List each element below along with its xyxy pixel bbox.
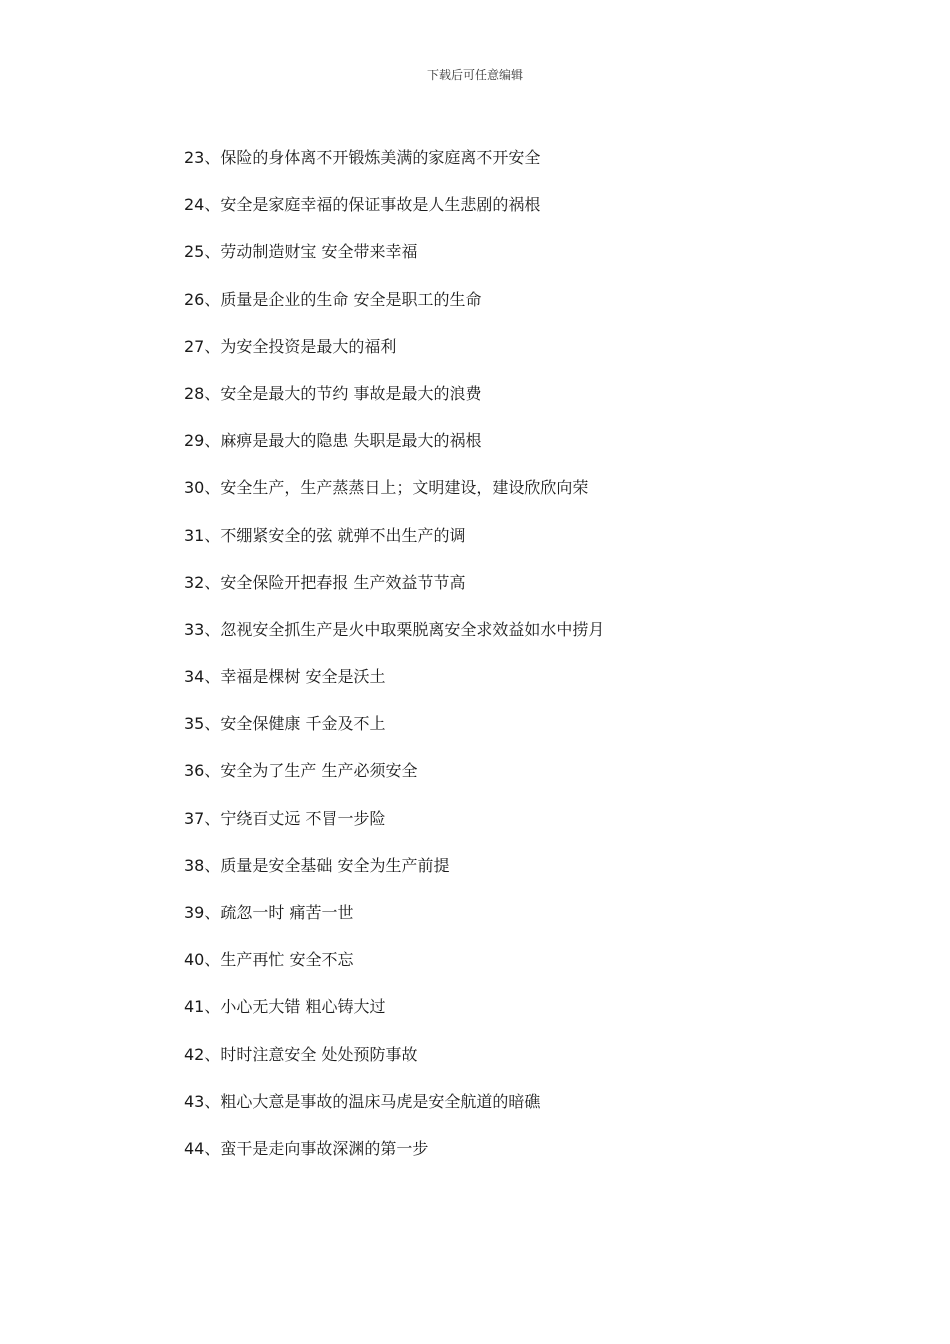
item-number: 41 [184,997,205,1017]
list-item [184,571,604,618]
item-separator: 、 [204,195,221,215]
list-item [184,712,604,759]
item-number: 36 [184,761,205,781]
slogan-list [184,146,604,1184]
item-separator: 、 [204,997,221,1017]
item-text: 质量是安全基础 安全为生产前提 [220,855,450,875]
list-item [184,807,604,854]
item-separator: 、 [204,289,221,309]
list-item [184,240,604,287]
item-separator: 、 [204,478,221,498]
list-item [184,1137,604,1184]
item-text: 时时注意安全 处处预防事故 [220,1044,418,1064]
item-text: 劳动制造财宝 安全带来幸福 [220,242,418,262]
item-separator: 、 [204,855,221,875]
item-number: 42 [184,1044,205,1064]
item-text: 安全保险开把春报 生产效益节节高 [220,572,466,592]
list-item [184,948,604,995]
item-separator: 、 [204,808,221,828]
item-number: 30 [184,478,205,498]
item-number: 24 [184,195,205,215]
list-item [184,429,604,476]
item-number: 29 [184,431,205,451]
item-separator: 、 [204,383,221,403]
item-text: 安全为了生产 生产必须安全 [220,761,418,781]
item-number: 26 [184,289,205,309]
item-number: 25 [184,242,205,262]
item-number: 28 [184,383,205,403]
list-item [184,665,604,712]
item-number: 31 [184,525,205,545]
list-item [184,288,604,335]
list-item [184,476,604,523]
list-item [184,901,604,948]
item-text: 生产再忙 安全不忘 [220,950,354,970]
item-separator: 、 [204,714,221,734]
item-separator: 、 [204,1138,221,1158]
list-item [184,146,604,193]
item-separator: 、 [204,761,221,781]
item-number: 44 [184,1138,205,1158]
item-text: 安全是家庭幸福的保证事故是人生悲剧的祸根 [220,195,541,215]
item-number: 34 [184,667,205,687]
item-separator: 、 [204,619,221,639]
item-number: 39 [184,903,205,922]
item-text: 安全保健康 千金及不上 [220,714,386,734]
item-separator: 、 [204,1091,221,1111]
list-item [184,193,604,240]
item-separator: 、 [204,1044,221,1064]
list-item [184,524,604,571]
list-item [184,995,604,1042]
item-number: 32 [184,572,205,592]
item-text: 忽视安全抓生产是火中取栗脱离安全求效益如水中捞月 [220,619,605,639]
item-text: 小心无大错 粗心铸大过 [220,997,386,1017]
item-separator: 、 [204,903,221,922]
item-number: 27 [184,336,205,356]
item-text: 安全是最大的节约 事故是最大的浪费 [220,383,482,403]
item-separator: 、 [204,950,221,970]
item-number: 23 [184,148,205,167]
list-item [184,1043,604,1090]
item-number: 43 [184,1091,205,1111]
item-separator: 、 [204,336,221,356]
item-text: 麻痹是最大的隐患 失职是最大的祸根 [220,431,482,451]
item-text: 粗心大意是事故的温床马虎是安全航道的暗礁 [220,1091,541,1111]
list-item [184,618,604,665]
item-text: 质量是企业的生命 安全是职工的生命 [220,289,482,309]
list-item [184,854,604,901]
item-text: 保险的身体离不开锻炼美满的家庭离不开安全 [220,148,541,167]
item-text: 疏忽一时 痛苦一世 [220,903,354,922]
item-separator: 、 [204,572,221,592]
item-number: 35 [184,714,205,734]
item-text: 为安全投资是最大的福利 [220,336,397,356]
page-header: 下载后可任意编辑 [426,68,523,82]
list-item [184,1090,604,1137]
item-number: 38 [184,855,205,875]
item-separator: 、 [204,431,221,451]
item-separator: 、 [204,242,221,262]
item-separator: 、 [204,525,221,545]
item-text: 宁绕百丈远 不冒一步险 [220,808,386,828]
item-number: 33 [184,619,205,639]
item-number: 40 [184,950,205,970]
item-separator: 、 [204,148,221,167]
item-separator: 、 [204,667,221,687]
list-item [184,759,604,806]
list-item [184,382,604,429]
item-number: 37 [184,808,205,828]
item-text: 蛮干是走向事故深渊的第一步 [220,1138,429,1158]
item-text: 幸福是棵树 安全是沃土 [220,667,386,687]
item-text: 安全生产，生产蒸蒸日上；文明建设，建设欣欣向荣 [220,478,589,498]
item-text: 不绷紧安全的弦 就弹不出生产的调 [220,525,466,545]
list-item [184,335,604,382]
